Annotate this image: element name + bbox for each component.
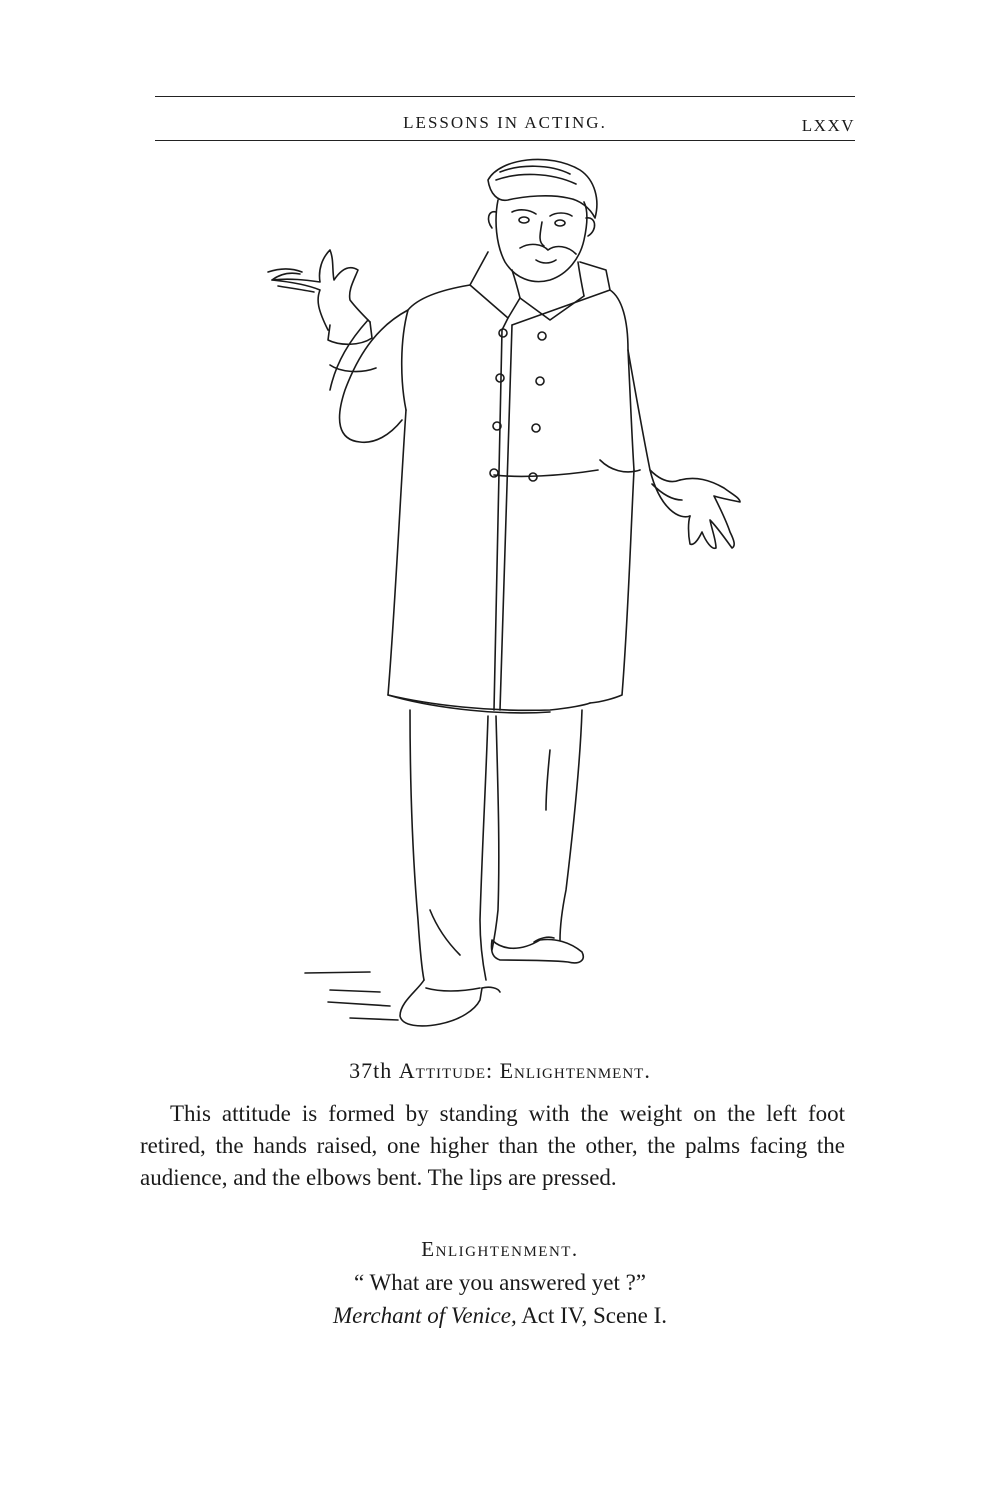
example-heading: Enlightenment. — [421, 1237, 579, 1261]
page-number: LXXV — [801, 116, 855, 135]
header-rule-top — [155, 96, 855, 97]
running-head — [155, 110, 855, 136]
figure-illustration — [250, 150, 750, 1035]
header-rule-bottom — [155, 140, 855, 141]
act-scene: Act IV, Scene I. — [521, 1303, 668, 1328]
caption-number: 37th — [349, 1058, 393, 1083]
description-paragraph: This attitude is formed by standing with the weight on the left foot retired, the hands raised, one higher than the other, the palms facing the audience, and the elbows bent. The lips are pressed. — [140, 1101, 845, 1190]
figure-caption — [100, 1058, 900, 1084]
example-citation — [100, 1303, 900, 1329]
caption-label: Attitude: — [398, 1058, 494, 1083]
play-title: Merchant of Venice, — [332, 1303, 517, 1328]
caption-title: Enlightenment. — [499, 1058, 651, 1083]
running-title: LESSONS IN ACTING. — [403, 113, 607, 132]
example-quote: “ What are you answered yet ?” — [353, 1270, 647, 1295]
man-in-frock-coat-illustration — [250, 150, 750, 1035]
